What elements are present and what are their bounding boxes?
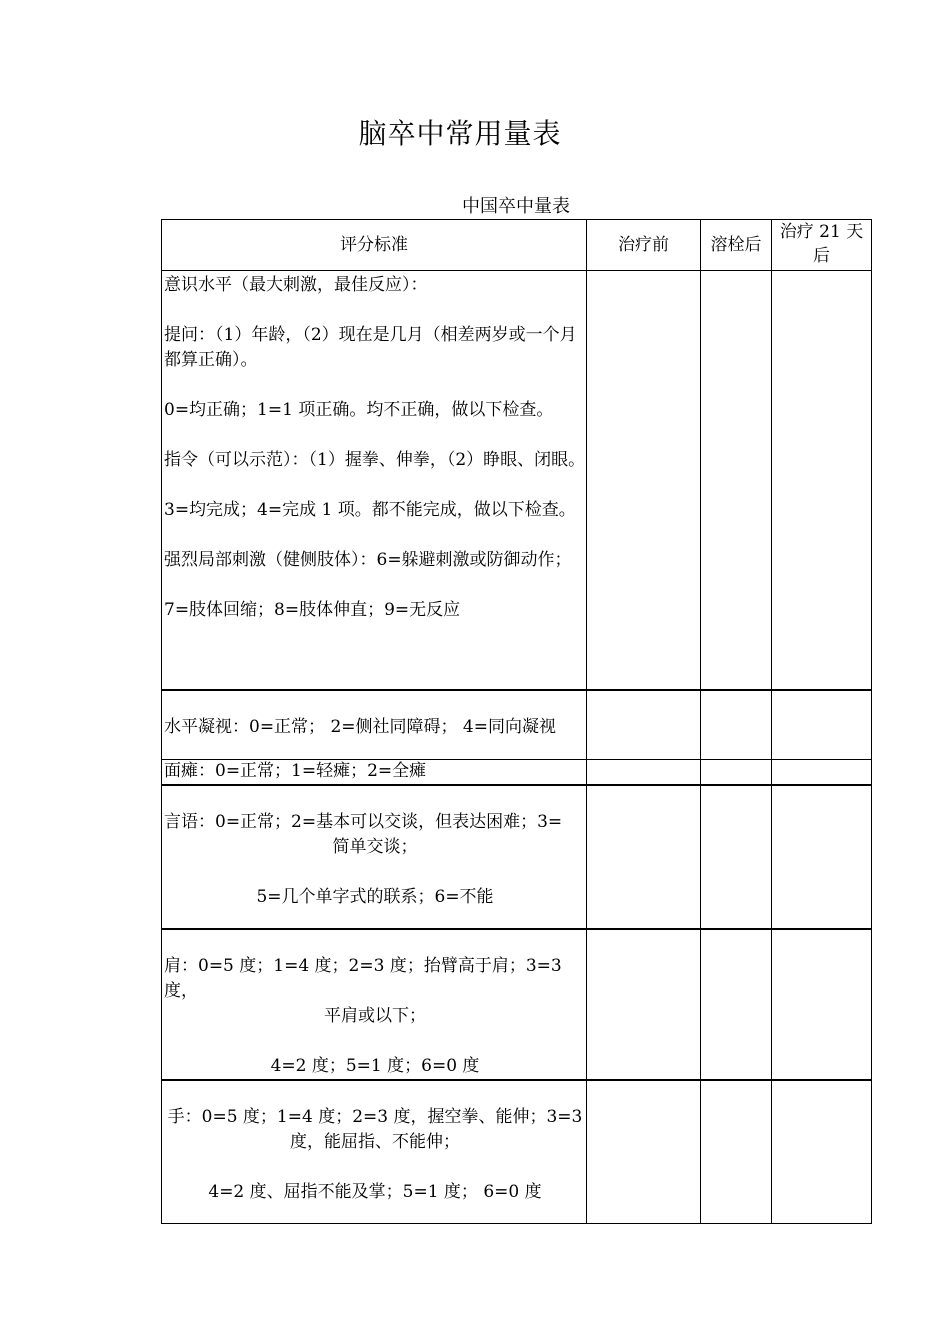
consciousness-line-7: 7=肢体回缩；8=肢体伸直；9=无反应 xyxy=(164,600,461,620)
score-cell-after-21-days[interactable] xyxy=(772,1080,872,1224)
criteria-cell-face xyxy=(162,760,587,786)
table-row-shoulder xyxy=(162,929,872,1080)
criteria-cell-hand xyxy=(162,1080,587,1224)
header-after-21-days: 治疗 21 天后 xyxy=(772,220,872,271)
score-cell-after-thrombolysis[interactable] xyxy=(701,271,772,691)
score-cell-before[interactable] xyxy=(587,1080,701,1224)
face-text: 面瘫：0=正常；1=轻瘫；2=全瘫 xyxy=(164,761,427,781)
score-cell-after-thrombolysis[interactable] xyxy=(701,1080,772,1224)
speech-line-2: 简单交谈； xyxy=(332,837,418,857)
shoulder-line-1: 肩：0=5 度；1=4 度；2=3 度；抬臂高于肩；3=3 度， xyxy=(164,956,562,1001)
consciousness-line-4: 指令（可以示范）：（1）握拳、伸拳，（2）睁眼、闭眼。 xyxy=(164,450,586,470)
score-cell-before[interactable] xyxy=(587,271,701,691)
header-before-treatment: 治疗前 xyxy=(587,220,701,271)
consciousness-line-6: 强烈局部刺激（健侧肢体）：6=躲避刺激或防御动作； xyxy=(164,550,572,570)
table-caption: 中国卒中量表 xyxy=(462,196,570,217)
table-row-gaze xyxy=(162,690,872,760)
table-row-speech xyxy=(162,785,872,929)
consciousness-line-3: 0=均正确；1=1 项正确。均不正确，做以下检查。 xyxy=(164,400,554,420)
score-cell-before[interactable] xyxy=(587,785,701,929)
consciousness-line-2: 提问：（1）年龄，（2）现在是几月（相差两岁或一个月都算正确）。 xyxy=(164,325,577,370)
criteria-cell-consciousness xyxy=(162,271,587,691)
score-cell-after-thrombolysis[interactable] xyxy=(701,929,772,1080)
stroke-scale-table xyxy=(161,219,872,1224)
score-cell-after-21-days[interactable] xyxy=(772,271,872,691)
score-cell-after-21-days[interactable] xyxy=(772,785,872,929)
criteria-cell-gaze xyxy=(162,690,587,760)
table-row-hand xyxy=(162,1080,872,1224)
consciousness-line-1: 意识水平（最大刺激，最佳反应）： xyxy=(164,275,428,295)
score-cell-after-thrombolysis[interactable] xyxy=(701,690,772,760)
gaze-text: 水平凝视：0=正常； 2=侧社同障碍； 4=同向凝视 xyxy=(164,717,556,737)
score-cell-after-21-days[interactable] xyxy=(772,929,872,1080)
header-criteria: 评分标准 xyxy=(162,220,587,271)
score-cell-after-thrombolysis[interactable] xyxy=(701,760,772,786)
score-cell-before[interactable] xyxy=(587,760,701,786)
speech-line-1: 言语：0=正常；2=基本可以交谈，但表达困难；3= xyxy=(164,812,563,832)
hand-line-3: 4=2 度、屈指不能及掌；5=1 度； 6=0 度 xyxy=(208,1182,542,1202)
criteria-cell-speech xyxy=(162,785,587,929)
consciousness-line-5: 3=均完成；4=完成 1 项。都不能完成，做以下检查。 xyxy=(164,500,576,520)
score-cell-after-21-days[interactable] xyxy=(772,760,872,786)
score-cell-before[interactable] xyxy=(587,929,701,1080)
shoulder-line-2: 平肩或以下； xyxy=(324,1006,426,1026)
shoulder-line-3: 4=2 度；5=1 度；6=0 度 xyxy=(270,1056,480,1076)
table-row-face xyxy=(162,760,872,786)
table-row-consciousness xyxy=(162,271,872,691)
score-cell-after-thrombolysis[interactable] xyxy=(701,785,772,929)
hand-line-2: 度，能屈指、不能伸； xyxy=(290,1132,460,1152)
header-after-thrombolysis: 溶栓后 xyxy=(701,220,772,271)
score-cell-before[interactable] xyxy=(587,690,701,760)
table-header-row xyxy=(162,220,872,271)
speech-line-3: 5=几个单字式的联系；6=不能 xyxy=(256,887,494,907)
hand-line-1: 手：0=5 度；1=4 度；2=3 度，握空拳、能伸；3=3 xyxy=(167,1107,583,1127)
score-cell-after-21-days[interactable] xyxy=(772,690,872,760)
page-title: 脑卒中常用量表 xyxy=(358,117,562,150)
criteria-cell-shoulder xyxy=(162,929,587,1080)
